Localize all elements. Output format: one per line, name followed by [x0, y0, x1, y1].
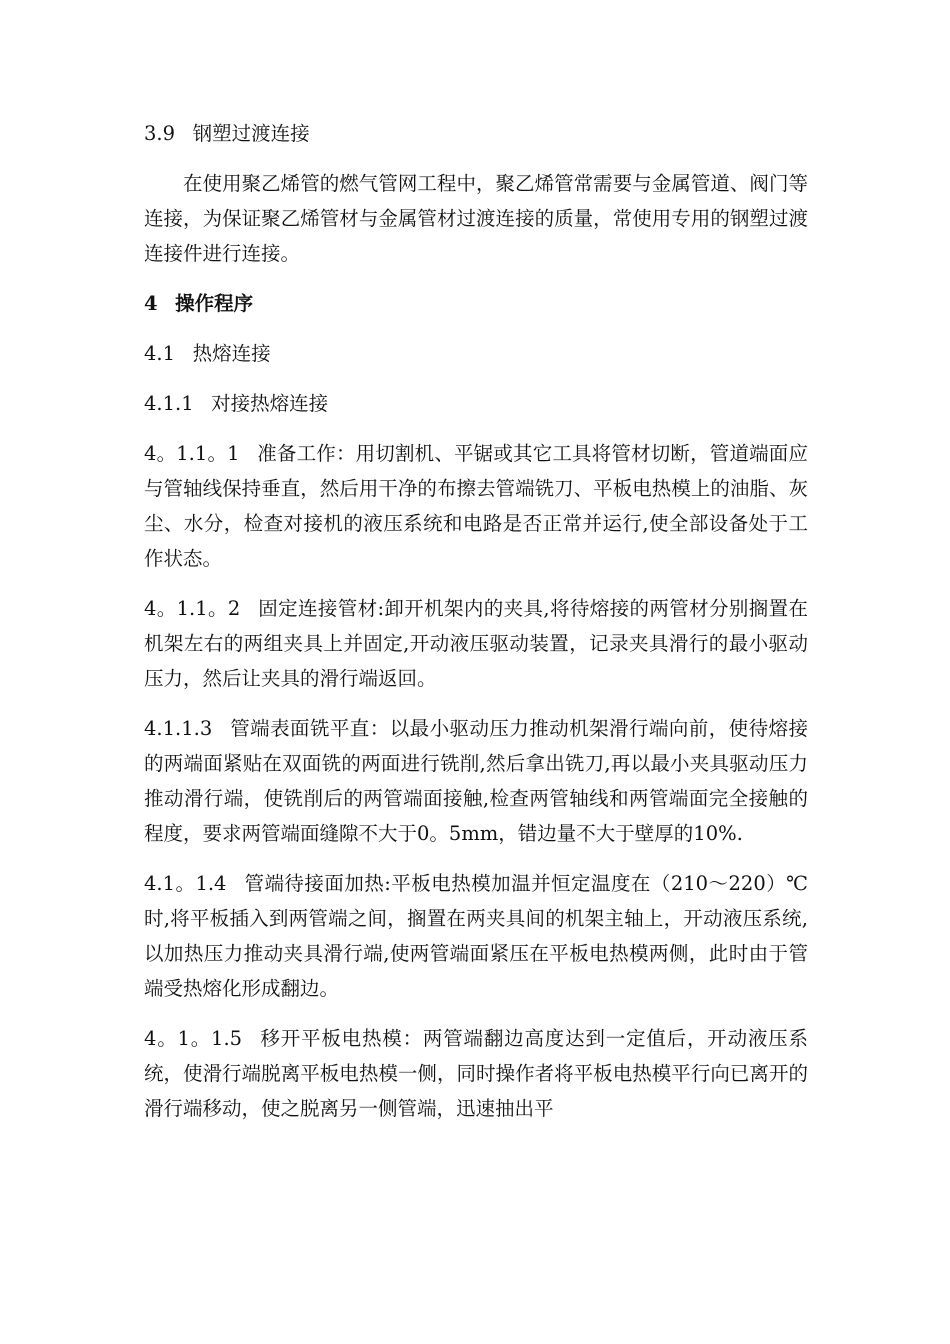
- numbered-item: [144, 711, 808, 851]
- item-number: 4.1.1.3: [144, 717, 213, 740]
- item-text: 固定连接管材:卸开机架内的夹具,将待熔接的两管材分别搁置在机架左右的两组夹具上并固定,开动液压驱动装置，记录夹具滑行的最小驱动压力，然后让夹具的滑行端返回。: [144, 597, 808, 690]
- section-number: 3.9: [144, 122, 176, 145]
- body-paragraph: 在使用聚乙烯管的燃气管网工程中，聚乙烯管常需要与金属管道、阀门等连接，为保证聚乙烯管材与金属管材过渡连接的质量，常使用专用的钢塑过渡连接件进行连接。: [144, 172, 808, 265]
- item-text: 准备工作：用切割机、平锯或其它工具将管材切断，管道端面应与管轴线保持垂直，然后用干净的布擦去管端铣刀、平板电热模上的油脂、灰尘、水分，检查对接机的液压系统和电路是否正常并运行,使全部设备处于工作状态。: [144, 442, 808, 570]
- item-number: 4。1.1。2: [144, 597, 241, 620]
- section-heading: [144, 116, 808, 151]
- chapter-title: 操作程序: [175, 292, 254, 315]
- section-title: 钢塑过渡连接: [192, 122, 310, 145]
- item-number: 4。1.1。1: [144, 442, 240, 465]
- numbered-item: [144, 866, 808, 1006]
- item-text: 移开平板电热模：两管端翻边高度达到一定值后，开动液压系统，使滑行端脱离平板电热模一侧，同时操作者将平板电热模平行向已离开的滑行端移动，使之脱离另一侧管端，迅速抽出平: [144, 1027, 808, 1120]
- item-text: 管端表面铣平直：以最小驱动压力推动机架滑行端向前，使待熔接的两端面紧贴在双面铣的两面进行铣削,然后拿出铣刀,再以最小夹具驱动压力推动滑行端，使铣削后的两管端面接触,检查两管轴线和两管端面完全接触的程度，要求两管端面缝隙不大于0。5mm，错边量不大于壁厚的10%.: [144, 717, 808, 845]
- subsection-title: 对接热熔连接: [211, 392, 329, 415]
- subsection-heading: [144, 386, 808, 421]
- numbered-item: [144, 1021, 808, 1126]
- subsection-number: 4.1.1: [144, 392, 194, 415]
- section-title: 热熔连接: [192, 342, 271, 365]
- item-text: 管端待接面加热:平板电热模加温并恒定温度在（210～220）℃时,将平板插入到两管端之间，搁置在两夹具间的机架主轴上，开动液压系统,以加热压力推动夹具滑行端,使两管端面紧压在平板电热模两侧，此时由于管端受热熔化形成翻边。: [144, 872, 808, 1000]
- section-heading: [144, 336, 808, 371]
- item-number: 4。1。1.5: [144, 1027, 243, 1050]
- chapter-heading: [144, 286, 808, 321]
- item-number: 4.1。1.4: [144, 872, 227, 895]
- section-number: 4.1: [144, 342, 176, 365]
- numbered-item: [144, 436, 808, 576]
- document-page: [144, 116, 808, 1141]
- numbered-item: [144, 591, 808, 696]
- chapter-number: 4: [144, 292, 158, 315]
